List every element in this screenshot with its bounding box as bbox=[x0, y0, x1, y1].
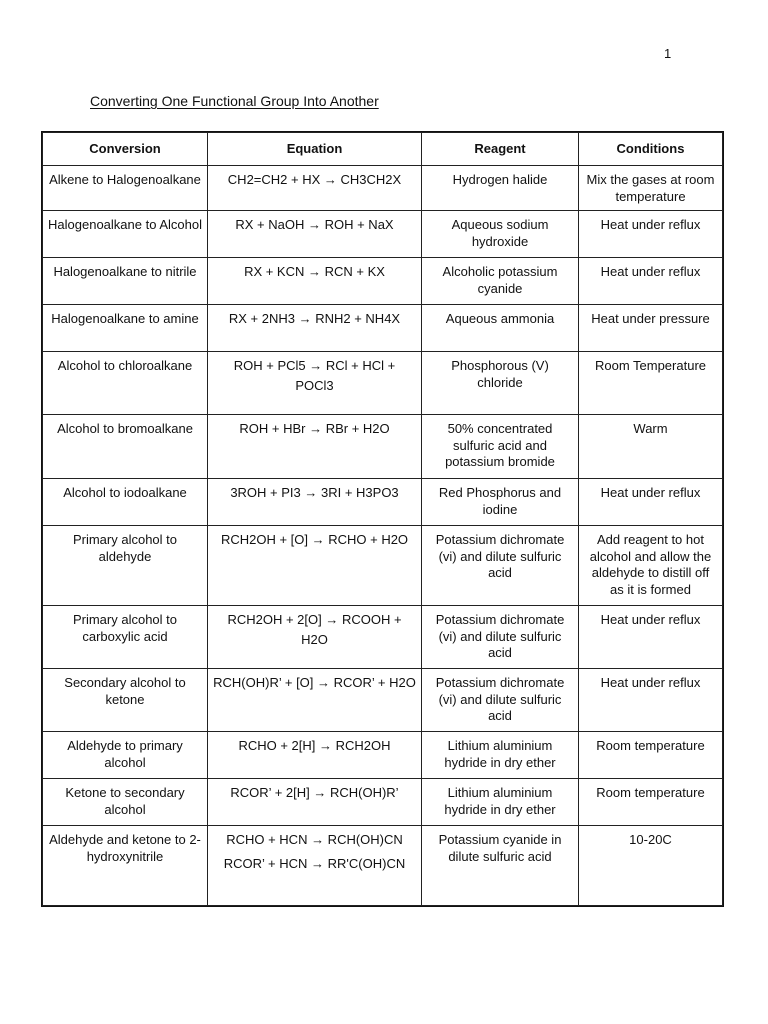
equation-line: RX + 2NH3 → RNH2 + NH4X bbox=[228, 311, 401, 326]
equation-line: ROH + HBr → RBr + H2O bbox=[239, 421, 390, 436]
table-row bbox=[43, 779, 723, 826]
cell-equation bbox=[208, 258, 422, 305]
cell-equation bbox=[208, 166, 422, 211]
cell-equation bbox=[208, 305, 422, 352]
table-row bbox=[43, 732, 723, 779]
cell-conditions: Heat under reflux bbox=[579, 211, 723, 258]
equation-line: RCH(OH)R’ + [O] → RCOR’ + H2O bbox=[213, 675, 416, 690]
equation-line: RCH2OH + [O] → RCHO + H2O bbox=[220, 532, 409, 547]
table-row bbox=[43, 415, 723, 479]
cell-conditions: Room Temperature bbox=[579, 352, 723, 415]
cell-conversion: Secondary alcohol to ketone bbox=[43, 669, 208, 732]
cell-equation bbox=[208, 352, 422, 415]
cell-conditions: Add reagent to hot alcohol and allow the aldehyde to distill off as it is formed bbox=[579, 526, 723, 606]
cell-conditions: 10-20C bbox=[579, 826, 723, 906]
table-row bbox=[43, 166, 723, 211]
equation-line: ROH + PCl5 → RCl + HCl + POCl3 bbox=[233, 358, 396, 393]
cell-conditions: Room temperature bbox=[579, 732, 723, 779]
cell-reagent: Potassium dichromate (vi) and dilute sulfuric acid bbox=[422, 669, 579, 732]
header-conditions: Conditions bbox=[579, 133, 723, 166]
conversion-table bbox=[42, 132, 723, 906]
cell-conversion: Halogenoalkane to Alcohol bbox=[43, 211, 208, 258]
cell-conditions: Heat under reflux bbox=[579, 606, 723, 669]
cell-conversion: Ketone to secondary alcohol bbox=[43, 779, 208, 826]
table-row bbox=[43, 352, 723, 415]
page-number: 1 bbox=[664, 46, 672, 61]
equation-line: RX + KCN → RCN + KX bbox=[244, 264, 385, 279]
cell-reagent: Red Phosphorus and iodine bbox=[422, 479, 579, 526]
table-row bbox=[43, 526, 723, 606]
header-conversion: Conversion bbox=[43, 133, 208, 166]
cell-conversion: Alcohol to iodoalkane bbox=[43, 479, 208, 526]
cell-conversion: Aldehyde and ketone to 2-hydroxynitrile bbox=[43, 826, 208, 906]
equation-line: RCH2OH + 2[O] → RCOOH + H2O bbox=[227, 612, 402, 647]
cell-conditions: Heat under pressure bbox=[579, 305, 723, 352]
cell-conversion: Halogenoalkane to amine bbox=[43, 305, 208, 352]
equation-line: RCOR’ + 2[H] → RCH(OH)R’ bbox=[230, 785, 399, 800]
table-row bbox=[43, 305, 723, 352]
cell-conditions: Room temperature bbox=[579, 779, 723, 826]
cell-conditions: Heat under reflux bbox=[579, 669, 723, 732]
cell-conditions: Heat under reflux bbox=[579, 479, 723, 526]
cell-reagent: Alcoholic potassium cyanide bbox=[422, 258, 579, 305]
cell-equation bbox=[208, 826, 422, 906]
equation-line: RCOR’ + HCN → RR'C(OH)CN bbox=[223, 856, 406, 871]
cell-conditions: Mix the gases at room temperature bbox=[579, 166, 723, 211]
cell-reagent: Aqueous sodium hydroxide bbox=[422, 211, 579, 258]
cell-equation bbox=[208, 415, 422, 479]
cell-reagent: Lithium aluminium hydride in dry ether bbox=[422, 732, 579, 779]
table-row bbox=[43, 669, 723, 732]
cell-reagent: Potassium dichromate (vi) and dilute sulfuric acid bbox=[422, 526, 579, 606]
cell-conversion: Alcohol to bromoalkane bbox=[43, 415, 208, 479]
cell-equation bbox=[208, 211, 422, 258]
document-title: Converting One Functional Group Into Another bbox=[90, 93, 379, 109]
cell-equation bbox=[208, 779, 422, 826]
cell-conversion: Primary alcohol to carboxylic acid bbox=[43, 606, 208, 669]
table-header-row bbox=[43, 133, 723, 166]
cell-reagent: Potassium cyanide in dilute sulfuric acid bbox=[422, 826, 579, 906]
cell-conversion: Alkene to Halogenoalkane bbox=[43, 166, 208, 211]
equation-line: RX + NaOH → ROH + NaX bbox=[235, 217, 394, 232]
cell-reagent: Phosphorous (V) chloride bbox=[422, 352, 579, 415]
cell-reagent: 50% concentrated sulfuric acid and potassium bromide bbox=[422, 415, 579, 479]
cell-reagent: Hydrogen halide bbox=[422, 166, 579, 211]
header-equation: Equation bbox=[208, 133, 422, 166]
cell-conversion: Aldehyde to primary alcohol bbox=[43, 732, 208, 779]
cell-equation bbox=[208, 732, 422, 779]
table-row bbox=[43, 826, 723, 906]
cell-equation bbox=[208, 606, 422, 669]
table-row bbox=[43, 606, 723, 669]
table-body bbox=[43, 166, 723, 906]
cell-conditions: Heat under reflux bbox=[579, 258, 723, 305]
equation-line: 3ROH + PI3 → 3RI + H3PO3 bbox=[230, 485, 399, 500]
cell-conversion: Primary alcohol to aldehyde bbox=[43, 526, 208, 606]
table-row bbox=[43, 258, 723, 305]
equation-line: RCHO + HCN → RCH(OH)CN bbox=[226, 832, 403, 847]
cell-reagent: Potassium dichromate (vi) and dilute sulfuric acid bbox=[422, 606, 579, 669]
cell-conditions: Warm bbox=[579, 415, 723, 479]
cell-conversion: Halogenoalkane to nitrile bbox=[43, 258, 208, 305]
header-reagent: Reagent bbox=[422, 133, 579, 166]
cell-conversion: Alcohol to chloroalkane bbox=[43, 352, 208, 415]
cell-equation bbox=[208, 669, 422, 732]
cell-reagent: Aqueous ammonia bbox=[422, 305, 579, 352]
table-row bbox=[43, 479, 723, 526]
equation-line: CH2=CH2 + HX → CH3CH2X bbox=[227, 172, 402, 187]
cell-equation bbox=[208, 479, 422, 526]
cell-equation bbox=[208, 526, 422, 606]
equation-line: RCHO + 2[H] → RCH2OH bbox=[238, 738, 391, 753]
table-row bbox=[43, 211, 723, 258]
cell-reagent: Lithium aluminium hydride in dry ether bbox=[422, 779, 579, 826]
